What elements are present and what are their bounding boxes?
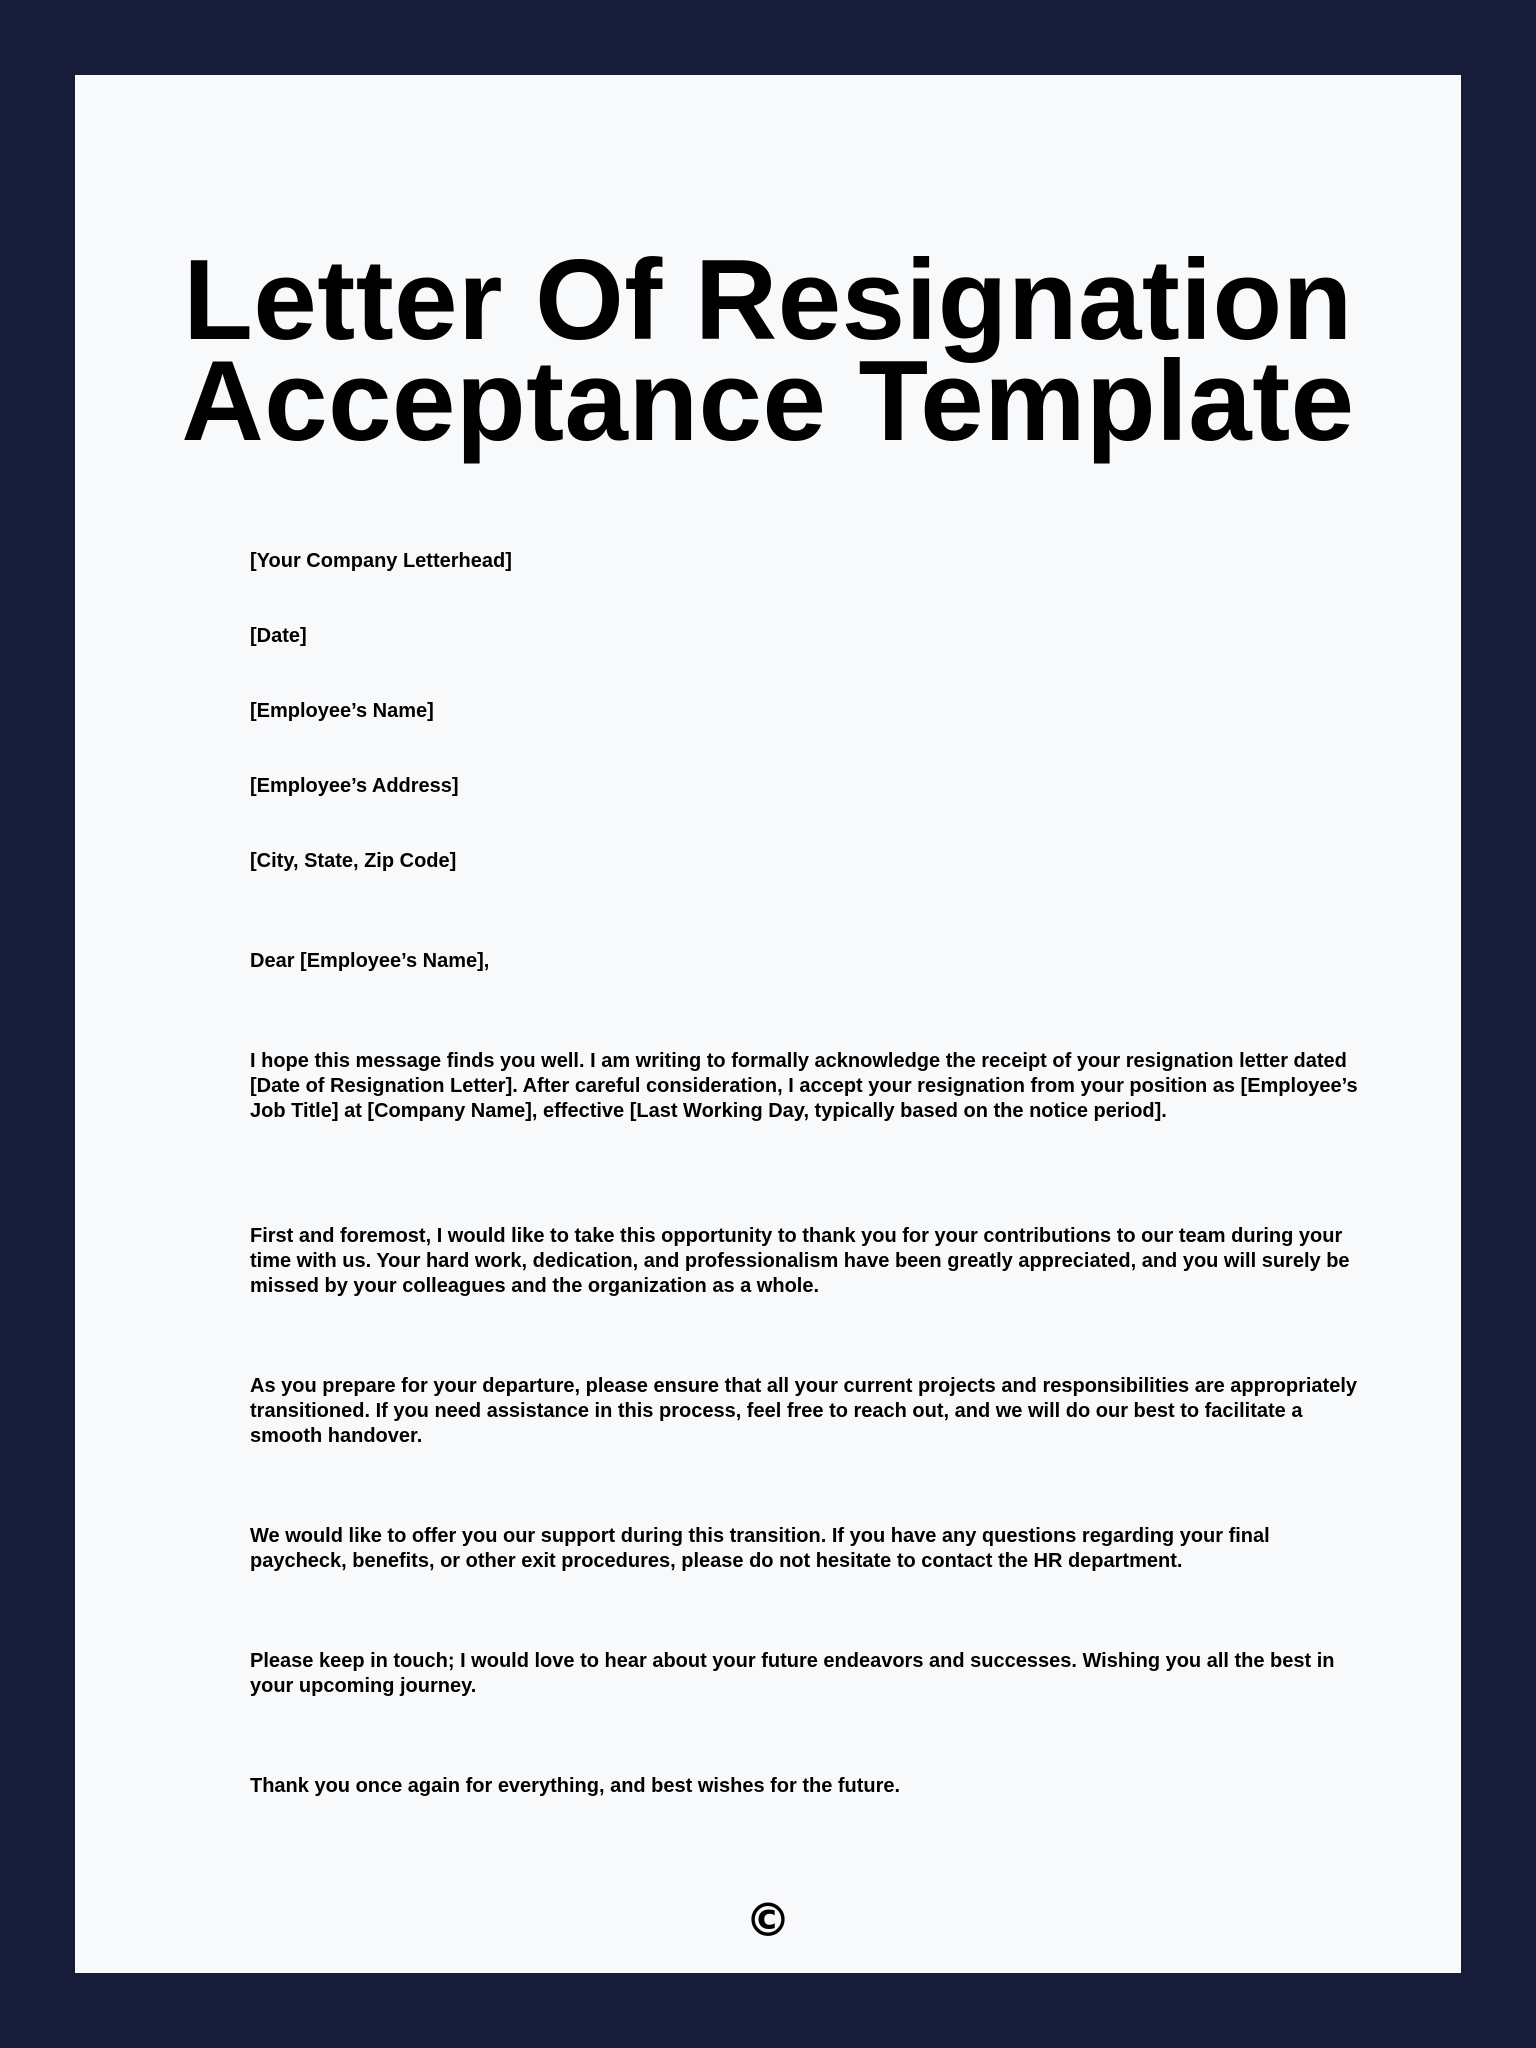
- company-letterhead: [Your Company Letterhead]: [250, 550, 512, 572]
- body-paragraph-2: First and foremost, I would like to take this opportunity to thank you for your contributions to our team during your time with us. Your hard work, dedication, and professionalism have been greatly appreciated, and you will surely be missed by your colleagues and the organization as a whole.: [250, 1225, 1350, 1297]
- employee-address-line: [Employee’s Address]: [250, 775, 459, 797]
- city-state-zip-line: [City, State, Zip Code]: [250, 850, 457, 872]
- closing-line: Thank you once again for everything, and best wishes for the future.: [250, 1775, 901, 1797]
- date-line: [Date]: [250, 625, 307, 647]
- title-line-1: Letter Of Resignation: [183, 237, 1353, 364]
- copyright-icon: ©: [745, 1893, 791, 1947]
- salutation: Dear [Employee’s Name],: [250, 950, 490, 972]
- body-paragraph-3: As you prepare for your departure, please ensure that all your current projects and responsibilities are appropriately transitioned. If you need assistance in this process, feel free to reach out, and we will do our best to facilitate a smooth handover.: [250, 1375, 1357, 1447]
- body-paragraph-1: I hope this message finds you well. I am writing to formally acknowledge the receipt of your resignation letter dated [Date of Resignation Letter]. After careful consideration, I accept your resignation from your position as [Employee’s Job Title] at [Company Name], effective [Last Working Day, typically based on the notice period].: [250, 1050, 1358, 1122]
- page-title: [75, 237, 1461, 465]
- body-paragraph-5: Please keep in touch; I would love to hear about your future endeavors and successes. Wishing you all the best in your upcoming journey.: [250, 1650, 1335, 1697]
- body-paragraph-4: We would like to offer you our support during this transition. If you have any questions regarding your final paycheck, benefits, or other exit procedures, please do not hesitate to contact the HR department.: [250, 1525, 1270, 1572]
- employee-name-line: [Employee’s Name]: [250, 700, 434, 722]
- title-line-2: Acceptance Template: [181, 338, 1355, 465]
- letter-page: [75, 75, 1461, 1973]
